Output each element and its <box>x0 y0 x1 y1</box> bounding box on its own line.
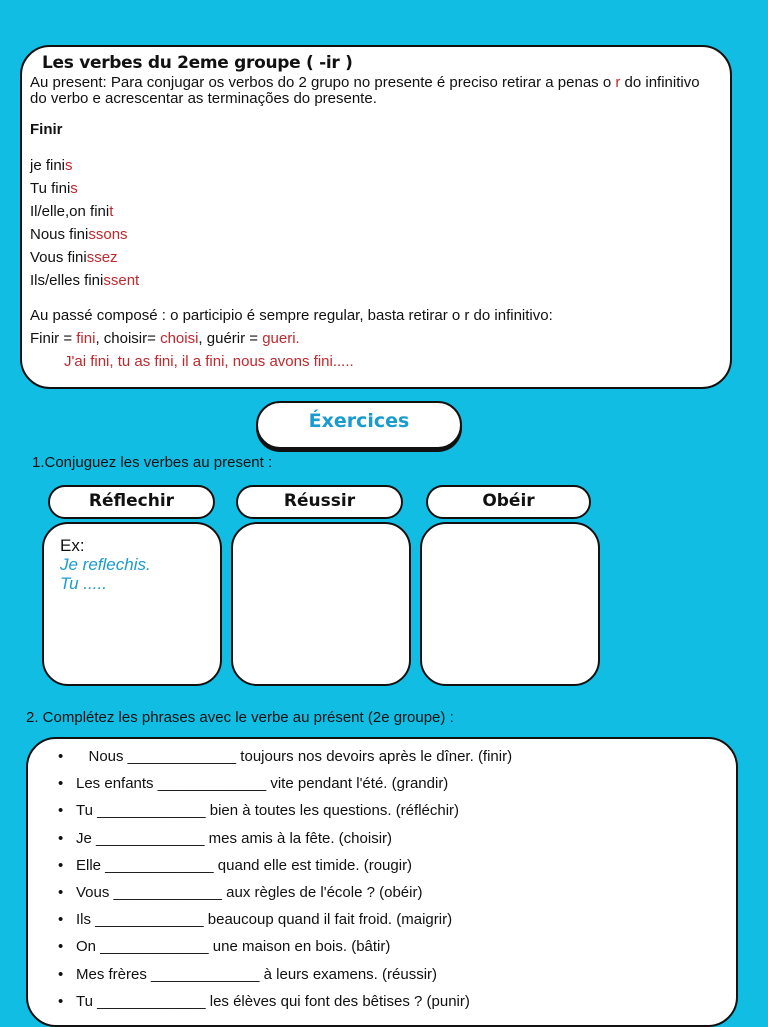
bullet-icon: • <box>58 775 64 793</box>
bullet-icon: • <box>58 965 64 983</box>
verb-heading: Finir <box>30 121 63 138</box>
q2-instruction: 2. Complétez les phrases avec le verbe au présent (2e groupe) : <box>26 709 454 726</box>
q1-instruction: 1.Conjuguez les verbes au present : <box>32 454 273 471</box>
conjugation-line: Tu finis <box>30 180 78 197</box>
example-label: Ex: <box>60 536 85 555</box>
sentence-item[interactable]: • Tu _____________ bien à toutes les questions. (réfléchir) <box>58 797 512 824</box>
conjugation-line: Ils/elles finissent <box>30 272 140 289</box>
bullet-icon: • <box>58 748 64 765</box>
answer-box-reflechir[interactable] <box>42 522 222 686</box>
conjugation-line: Nous finissons <box>30 226 128 243</box>
conjugation-line: Vous finissez <box>30 249 118 266</box>
rule-title: Les verbes du 2eme groupe ( -ir ) <box>42 53 353 73</box>
sentence-list <box>58 743 512 1015</box>
rule-intro: Au present: Para conjugar os verbos do 2 grupo no presente é preciso retirar a penas o r do infinitivo do verbo e acrescentar as terminações do presente. <box>30 74 700 107</box>
sentence-item[interactable]: • Vous _____________ aux règles de l'école ? (obéir) <box>58 879 512 906</box>
passe-compose-rule: Au passé composé : o participio é sempre regular, basta retirar o r do infinitivo: <box>30 307 553 324</box>
example-line: Tu ..... <box>60 574 107 593</box>
sentence-item[interactable]: • Ils _____________ beaucoup quand il fait froid. (maigrir) <box>58 906 512 933</box>
bullet-icon: • <box>58 829 64 847</box>
exercises-title: Éxercices <box>256 401 462 449</box>
bullet-icon: • <box>58 992 64 1010</box>
sentences-box <box>26 737 738 1027</box>
rule-box <box>20 45 732 389</box>
bullet-icon: • <box>58 856 64 874</box>
sentence-item[interactable]: • Nous _____________ toujours nos devoirs après le dîner. (finir) <box>58 743 512 770</box>
sentence-item[interactable]: • Les enfants _____________ vite pendant l'été. (grandir) <box>58 770 512 797</box>
sentence-item[interactable]: • Elle _____________ quand elle est timide. (rougir) <box>58 852 512 879</box>
answer-box-obeir[interactable] <box>420 522 600 686</box>
sentence-item[interactable]: • Je _____________ mes amis à la fête. (choisir) <box>58 825 512 852</box>
bullet-icon: • <box>58 802 64 820</box>
conjugation-line: je finis <box>30 157 73 174</box>
bullet-icon: • <box>58 883 64 901</box>
bullet-icon: • <box>58 911 64 929</box>
sentence-item[interactable]: • Mes frères _____________ à leurs examens. (réussir) <box>58 961 512 988</box>
answer-box-reussir[interactable] <box>231 522 411 686</box>
sentence-item[interactable]: • Tu _____________ les élèves qui font des bêtises ? (punir) <box>58 988 512 1015</box>
passe-compose-example: J'ai fini, tu as fini, il a fini, nous avons fini..... <box>64 353 354 370</box>
verb-label-reflechir: Réflechir <box>48 485 215 519</box>
conjugation-line: Il/elle,on finit <box>30 203 114 220</box>
verb-label-reussir: Réussir <box>236 485 403 519</box>
verb-label-obeir: Obéir <box>426 485 591 519</box>
example-line: Je reflechis. <box>60 555 151 574</box>
conjugation-list <box>30 154 718 292</box>
participles-line: Finir = fini, choisir= choisi, guérir = gueri. <box>30 330 300 347</box>
sentence-item[interactable]: • On _____________ une maison en bois. (bâtir) <box>58 933 512 960</box>
bullet-icon: • <box>58 938 64 956</box>
